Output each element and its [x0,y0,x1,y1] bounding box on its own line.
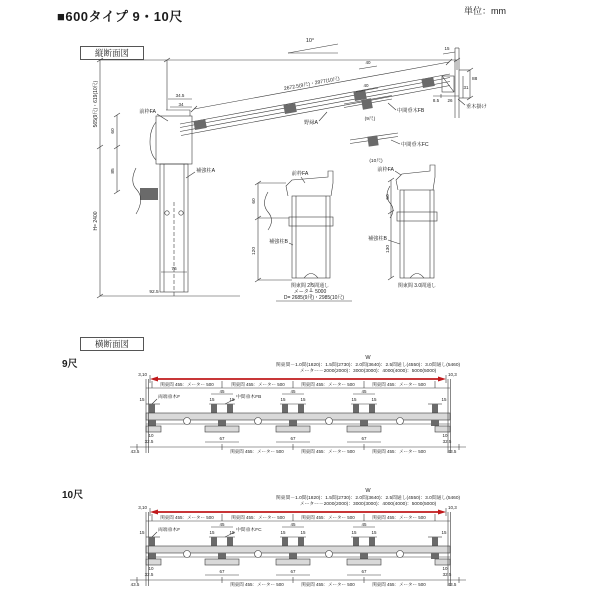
dim-32-5: 32.5 [442,439,452,444]
dim-67: 67 [219,436,225,441]
dim-15: 15 [300,397,306,402]
note-mid-3: D= 2685(9尺)・2985(10尺) [283,295,345,301]
dim-10: 10 [148,433,154,438]
dim-40: 40 [365,60,371,65]
seg-label: 関東間 455：メーター 500 [301,382,355,387]
dim-67: 67 [361,569,367,574]
label-fc: 中間垂木FC [401,142,429,148]
section-label-cross: 横断面図 [80,337,144,351]
label-fb: 中間垂木FB [397,108,425,114]
w-sizes-meter: メーター－2000(2000)：3000(3000)：4000(4000)：5000(5000) [299,369,437,374]
dim-34: 34 [178,102,184,107]
seg-label: 関東間 455：メーター 500 [372,449,426,454]
dim-32-5: 32.5 [144,439,154,444]
dim-60: 60 [111,128,116,134]
dim-45: 45 [361,389,367,394]
dim-32-5: 32.5 [144,572,154,577]
dim-565-619: 565(9尺)・619(10尺) [93,80,99,128]
seg-label: 関東間 455：メーター 500 [230,582,284,587]
dim-15: 15 [351,397,357,402]
seg-label: 関東間 455：メーター 500 [301,449,355,454]
seg-label: 関東間 455：メーター 500 [160,515,214,520]
dim-10: 10 [442,566,448,571]
dim-88: 88 [472,77,478,82]
label-hokyo-b-1: 補強柱B [268,239,288,245]
label-9shaku: 9尺 [62,359,78,370]
dim-15: 15 [371,530,377,535]
dim-45: 45 [219,389,225,394]
dim-15: 15 [441,530,447,535]
dim-15: 15 [300,530,306,535]
slope-dim: 2672.5(9尺)・2977(10尺) [283,75,341,93]
label-maekawa-fa-1: 前枠FA [139,109,156,115]
dim-67: 67 [361,436,367,441]
dim-15: 15 [351,530,357,535]
label-end-rafter: 両端垂木F [158,528,181,533]
dim-10: 10 [148,566,154,571]
dim-43-5: 43.5 [130,449,140,454]
dim-15: 15 [139,530,145,535]
label-mid-rafter-fc: 中間垂木FC [236,528,262,533]
dim-10: 10 [442,433,448,438]
dim-45: 45 [361,522,367,527]
seg-label: 関東間 455：メーター 500 [230,449,284,454]
dim-15: 15 [139,397,145,402]
dim-h2400: H= 2400 [93,211,99,231]
seg-label: 関東間 455：メーター 500 [301,582,355,587]
dim-31: 31 [463,85,469,90]
dim-310: 3,10 [138,372,147,377]
cross-section-10 [130,488,466,588]
dim-15: 15 [209,397,215,402]
label-mid-rafter-fb: 中間垂木FB [236,395,262,400]
dim-67: 67 [219,569,225,574]
dim-15: 15 [229,530,235,535]
label-hokyo-a: 補強柱A [196,168,216,174]
dim-8-5: 8.5 [432,98,440,103]
dim-32-5: 32.5 [442,572,452,577]
dim-310: 3,10 [138,505,147,510]
w-sizes-kanto: 関東間－1.0間(1820)：1.5間(2730)：2.0間(3640)：2.5間通し(4550)：3.0間通し(5460) [275,363,461,368]
longitudinal-section-drawing [92,38,487,301]
label-nobuchi: 野縁A [304,120,318,126]
note-mid-1: 関東間 2.5間通し [290,283,330,289]
label-maekawa-fa-3: 前枠FA [377,167,394,173]
w-label: W [365,488,371,494]
label-end-rafter: 両端垂木F [158,395,181,400]
seg-label: 関東間 455：メーター 500 [301,515,355,520]
dim-15: 15 [209,530,215,535]
cross-section-9 [130,355,466,455]
dim-60-mid: 60 [252,198,257,204]
seg-label: 関東間 455：メーター 500 [372,582,426,587]
dim-67: 67 [290,569,296,574]
dim-130: 130 [386,244,391,254]
dim-92-5: 92.5 [149,290,159,295]
w-sizes-kanto: 関東間－1.0間(1820)：1.5間(2730)：2.0間(3640)：2.5間通し(4550)：3.0間通し(5460) [275,496,461,501]
page-title: ■600タイプ 9・10尺 [57,9,183,24]
seg-label: 関東間 455：メーター 500 [160,382,214,387]
dim-120: 120 [252,246,257,256]
label-tarukigake: 垂木掛け [466,104,487,110]
note-right: 関東間 3.0間通し [397,283,437,289]
dim-15: 15 [280,397,286,402]
dim-40-fb: 40 [363,83,369,88]
dim-15: 15 [371,397,377,402]
dim-15: 15 [229,397,235,402]
dim-15-top: 15 [444,46,450,51]
seg-label: 関東間 455：メーター 500 [372,382,426,387]
dim-43-5: 43.5 [447,582,457,587]
dim-15: 15 [280,530,286,535]
dim-85: 85 [111,168,116,174]
label-hokyo-b-2: 補強柱B [367,236,387,242]
dim-15: 15 [441,397,447,402]
dim-45: 45 [290,522,296,527]
label-maekawa-fa-2: 前枠FA [291,171,309,177]
dim-43-5: 43.5 [130,582,140,587]
section-label-vertical: 縦断面図 [80,46,144,60]
w-label: W [365,355,371,361]
dim-45: 45 [219,522,225,527]
dim-103: 10,3 [448,372,457,377]
dim-26: 26 [447,98,453,103]
angle-label: 10° [305,38,315,44]
seg-label: 関東間 455：メーター 500 [231,515,285,520]
dim-67: 67 [290,436,296,441]
seg-label: 関東間 455：メーター 500 [372,515,426,520]
dim-45: 45 [290,389,296,394]
label-10shaku-detail: (10尺) [369,159,383,164]
seg-label: 関東間 455：メーター 500 [231,382,285,387]
dim-43-5: 43.5 [447,449,457,454]
label-9shaku-detail: (9尺) [364,117,376,122]
unit-note: 単位：mm [464,6,506,16]
note-mid-2: メーター 5000 [293,289,327,295]
dim-60-right: 60 [386,194,391,200]
w-sizes-meter: メーター－2000(2000)：3000(3000)：4000(4000)：5000(5000) [299,502,437,507]
dim-76: 76 [171,267,177,272]
dim-34-5: 34.5 [175,93,185,98]
label-10shaku: 10尺 [62,490,84,501]
dim-103: 10,3 [448,505,457,510]
